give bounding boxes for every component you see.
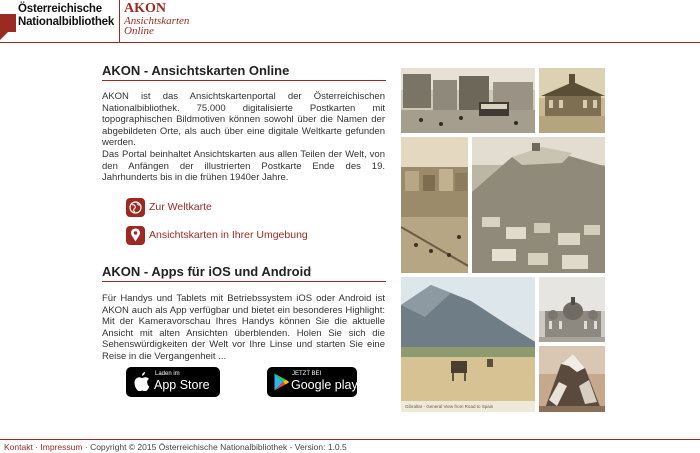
- footer-separator: ·: [35, 442, 39, 452]
- impressum-link[interactable]: Impressum: [40, 442, 83, 452]
- footer: [4, 442, 347, 452]
- app-store-small-label: Laden im: [155, 371, 180, 377]
- globe-icon: [126, 198, 145, 217]
- intro-title: AKON - Ansichtskarten Online: [102, 63, 290, 78]
- postcard-harbour-promenade[interactable]: [400, 136, 469, 274]
- nearby-postcards-link[interactable]: [126, 225, 308, 245]
- footer-copyright: Copyright © 2015 Österreichische Nationalbibliothek - Version: 1.0.5: [90, 442, 347, 452]
- logo-text-line2: Nationalbibliothek: [18, 16, 115, 28]
- apple-icon: [134, 372, 150, 391]
- app-title[interactable]: AKON: [124, 1, 166, 16]
- postcard-cathedral[interactable]: [538, 276, 606, 343]
- intro-title-rule: [102, 80, 386, 81]
- kontakt-link[interactable]: Kontakt: [4, 442, 33, 452]
- footer-separator: ·: [84, 442, 88, 452]
- world-map-link-label: Zur Weltkarte: [149, 201, 212, 213]
- apps-title: AKON - Apps für iOS und Android: [102, 264, 312, 279]
- app-subtitle-line2: Online: [124, 25, 154, 37]
- app-store-button[interactable]: [126, 367, 220, 397]
- postcard-gibraltar[interactable]: [400, 276, 536, 413]
- logo-text-line1: Österreichische: [18, 3, 102, 15]
- footer-rule: [0, 439, 700, 440]
- logo-mark-icon: [0, 14, 16, 40]
- postcard-hillside-fortress[interactable]: [471, 136, 606, 274]
- apps-paragraph: Für Handys und Tablets mit Betriebssystem iOS oder Android ist AKON auch als App verfügbar und bietet ein besonderes Highlight: Mit der Kameravorschau Ihres Handys können Sie die aktuelle Ansicht mit alten Ansichten überblenden. Holen Sie sich die Sehenswürdigkeiten der Welt vor Ihre Linse und starten Sie eine Reise in die Vergangenheit ...: [102, 293, 385, 362]
- google-play-big-label: Google play: [291, 378, 358, 392]
- gibraltar-caption: Gibraltar - General View from Road to Spain: [405, 404, 494, 409]
- intro-paragraph-1: AKON ist das Ansichtskartenportal der Österreichischen Nationalbibliothek. 75.000 digitalisierte Postkarten mit topographischen Bildmotiven können sowohl über die Namen der abgebildeten Orte, als auch über eine digitale Weltkarte gefunden werden.: [102, 91, 385, 149]
- onb-logo[interactable]: [0, 0, 120, 42]
- header-divider: [119, 0, 120, 42]
- world-map-link[interactable]: [126, 197, 212, 217]
- google-play-button[interactable]: [267, 367, 357, 397]
- app-store-big-label: App Store: [154, 378, 210, 392]
- nearby-postcards-link-label: Ansichtskarten in Ihrer Umgebung: [149, 229, 308, 241]
- google-play-small-label: JETZT BEI: [292, 371, 322, 377]
- apps-title-rule: [102, 281, 386, 282]
- map-pin-icon: [126, 226, 145, 245]
- postcard-town-square[interactable]: [400, 67, 536, 134]
- postcard-tower-building[interactable]: [538, 67, 606, 134]
- app-subtitle-line1: Ansichtskarten: [124, 15, 190, 27]
- header: [0, 0, 700, 43]
- postcard-mountain[interactable]: [538, 345, 606, 413]
- google-play-icon: [274, 373, 289, 391]
- intro-paragraph-2: Das Portal beinhaltet Ansichtskarten aus allen Teilen der Welt, von den Anfängen der illustrierten Postkarte Ende des 19. Jahrhunderts bis in die frühen 1940er Jahre.: [102, 149, 385, 184]
